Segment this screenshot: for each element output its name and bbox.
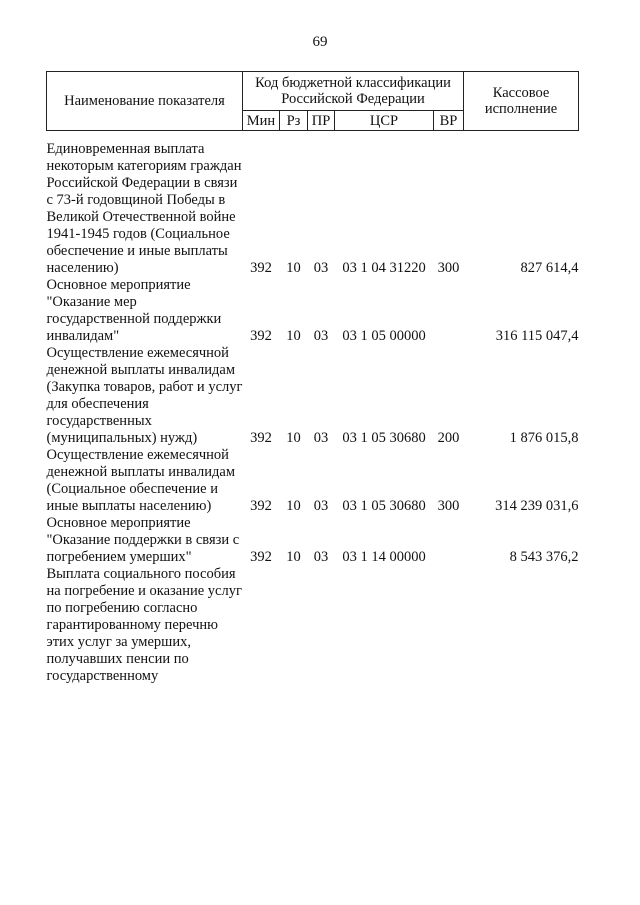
row-amount: 316 115 047,4 xyxy=(495,328,579,344)
row-min: 392 xyxy=(250,430,272,446)
row-vr xyxy=(434,566,464,685)
row-csr: 03 1 05 30680 xyxy=(342,430,426,446)
table-row xyxy=(47,277,579,345)
row-amount: 314 239 031,6 xyxy=(495,498,579,514)
row-amount: 8 543 376,2 xyxy=(509,549,579,565)
row-csr: 03 1 05 30680 xyxy=(342,498,426,514)
row-name: Единовременная выплата некоторым категориям граждан Российской Федерации в связи с 73-й годовщиной Победы в Великой Отечественной войне 1941-1945 годов (Социальное обеспечение и иные выплаты населению) xyxy=(46,141,242,276)
row-rz: 10 xyxy=(286,328,301,344)
row-name: Осуществление ежемесячной денежной выплаты инвалидам (Социальное обеспечение и иные выплаты населению) xyxy=(46,447,235,514)
row-amount: 1 876 015,8 xyxy=(509,430,579,446)
row-name: Основное мероприятие "Оказание поддержки в связи с погребением умерших" xyxy=(46,515,240,565)
row-vr xyxy=(434,515,464,566)
row-csr: 03 1 05 00000 xyxy=(342,328,426,344)
table-row xyxy=(47,141,579,277)
row-min: 392 xyxy=(250,549,272,565)
row-pr xyxy=(308,566,335,685)
header-csr: ЦСР xyxy=(335,111,434,131)
table-body xyxy=(47,131,579,686)
row-name: Осуществление ежемесячной денежной выплаты инвалидам (Закупка товаров, работ и услуг для обеспечения государственных (муниципальных) нужд) xyxy=(46,345,243,446)
row-name: Основное мероприятие "Оказание мер государственной поддержки инвалидам" xyxy=(46,277,222,344)
row-min: 392 xyxy=(250,328,272,344)
row-rz: 10 xyxy=(286,498,301,514)
page-number: 69 xyxy=(312,34,328,50)
header-execution-column: Кассовое исполнение xyxy=(464,72,579,131)
row-rz: 10 xyxy=(286,260,301,276)
header-vr: ВР xyxy=(434,111,464,131)
row-vr: 300 xyxy=(437,498,460,514)
table-row xyxy=(47,515,579,566)
row-csr xyxy=(335,566,434,685)
row-csr: 03 1 04 31220 xyxy=(342,260,426,276)
row-rz: 10 xyxy=(286,549,301,565)
row-pr: 03 xyxy=(313,498,329,514)
row-min: 392 xyxy=(250,498,272,514)
row-min xyxy=(243,566,280,685)
row-name: Выплата социального пособия на погребение и оказание услуг по погребению согласно гарантированному перечню этих услуг за умерших, получавших пенсии по государственному xyxy=(46,566,242,684)
table-row xyxy=(47,447,579,515)
row-rz: 10 xyxy=(286,430,301,446)
row-csr: 03 1 14 00000 xyxy=(342,549,426,565)
row-amount: 827 614,4 xyxy=(520,260,579,276)
budget-table xyxy=(46,71,579,685)
spacer-row xyxy=(47,131,579,142)
row-min: 392 xyxy=(250,260,272,276)
header-pr: ПР xyxy=(308,111,335,131)
table-row xyxy=(47,566,579,685)
row-pr: 03 xyxy=(313,549,329,565)
row-pr: 03 xyxy=(313,260,329,276)
header-code-group: Код бюджетной классификации Российской Федерации xyxy=(243,72,464,111)
row-amount xyxy=(464,566,579,685)
row-vr: 200 xyxy=(437,430,460,446)
table-row xyxy=(47,345,579,447)
row-vr xyxy=(434,277,464,345)
row-rz xyxy=(280,566,308,685)
row-pr: 03 xyxy=(313,328,329,344)
header-rz: Рз xyxy=(280,111,308,131)
row-pr: 03 xyxy=(313,430,329,446)
header-name-column: Наименование показателя xyxy=(47,72,243,131)
table-header xyxy=(47,72,579,131)
row-vr: 300 xyxy=(437,260,460,276)
header-min: Мин xyxy=(243,111,280,131)
